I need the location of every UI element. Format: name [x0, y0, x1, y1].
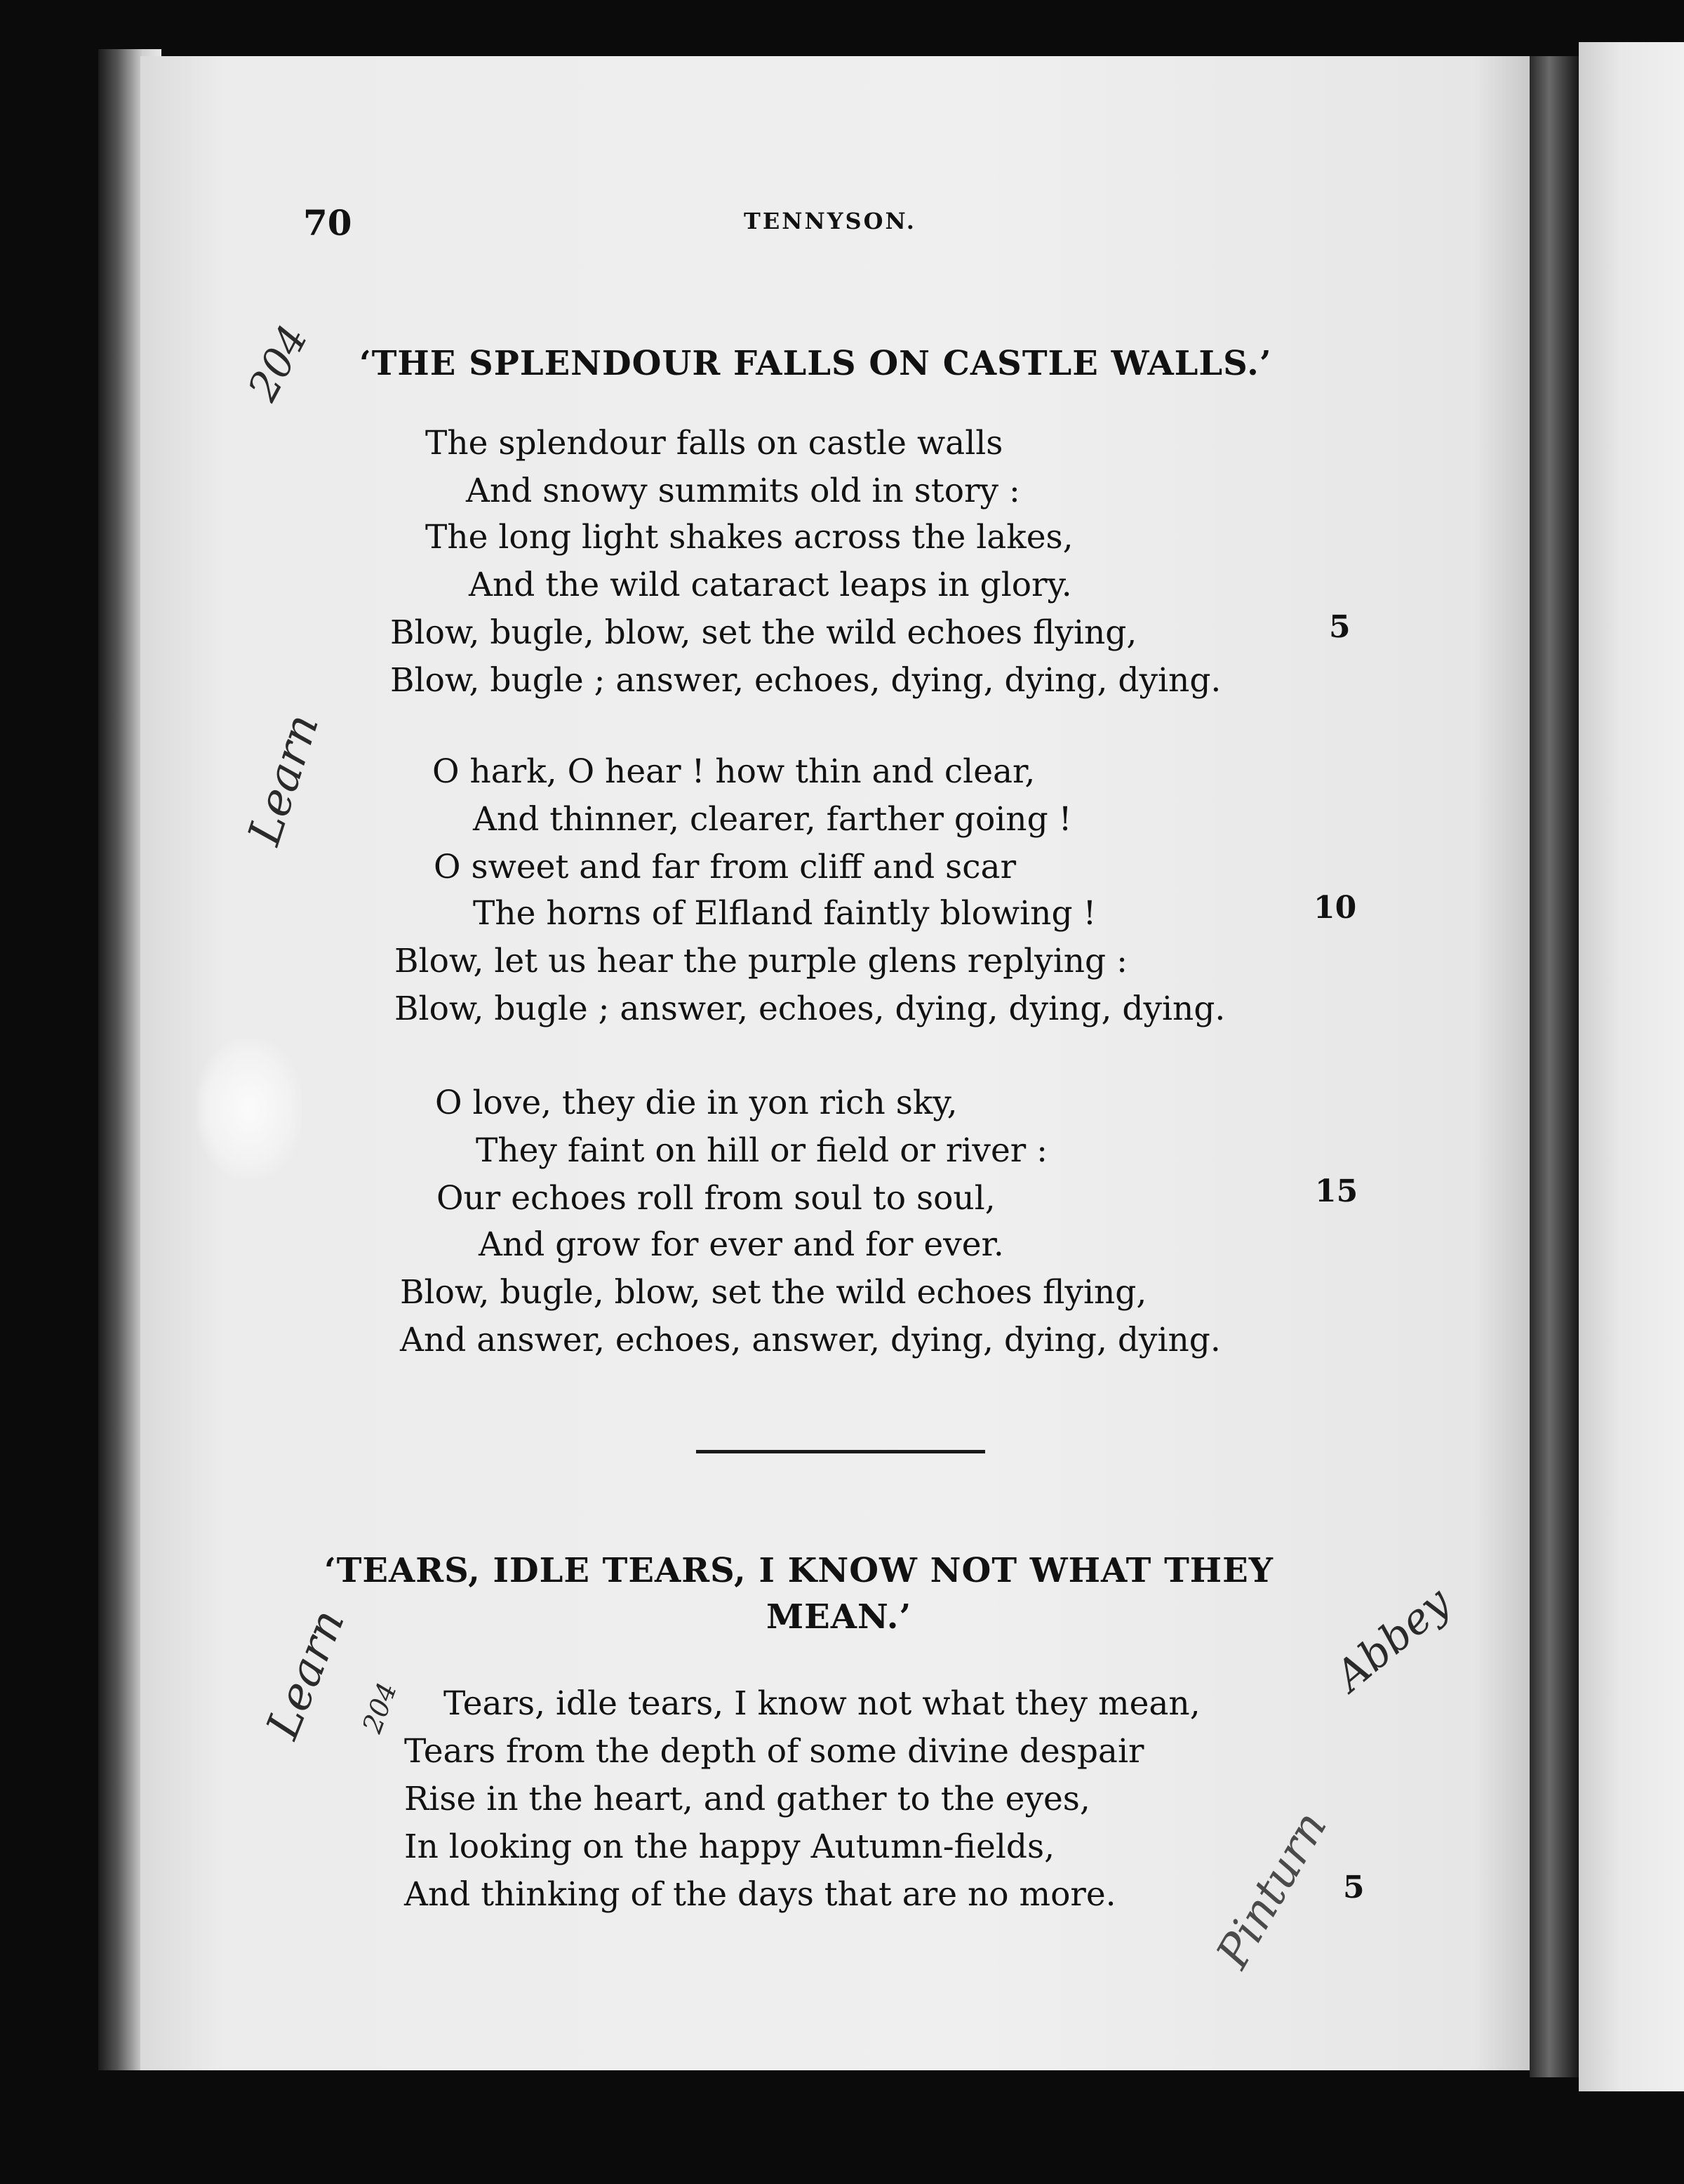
poem-line: Blow, bugle ; answer, echoes, dying, dying, dying.: [394, 990, 1226, 1028]
poem-line: And thinking of the days that are no more.: [404, 1875, 1116, 1914]
poem-line: And snowy summits old in story :: [466, 472, 1020, 510]
poem-line: In looking on the happy Autumn-fields,: [404, 1827, 1055, 1866]
handwritten-note: 204: [356, 1678, 403, 1738]
poem-line: The horns of Elfland faintly blowing !: [473, 894, 1097, 933]
poem-title-tears: ‘TEARS, IDLE TEARS, I KNOW NOT WHAT THEY: [324, 1551, 1274, 1590]
poem-line: Blow, bugle, blow, set the wild echoes flying,: [400, 1273, 1147, 1312]
poem-line: Tears from the depth of some divine despair: [404, 1732, 1144, 1771]
line-number: 5: [1343, 1870, 1365, 1905]
poem-line: And the wild cataract leaps in glory.: [469, 566, 1072, 604]
line-number: 10: [1314, 890, 1357, 926]
poem-line: They faint on hill or field or river :: [476, 1131, 1048, 1170]
poem-title-tears-continued: MEAN.’: [766, 1597, 912, 1637]
handwritten-note: Learn: [257, 1602, 355, 1746]
poem-line: Rise in the heart, and gather to the eyes,: [404, 1780, 1090, 1818]
poem-line: O hark, O hear ! how thin and clear,: [432, 752, 1036, 791]
running-title: TENNYSON.: [744, 208, 916, 234]
handwritten-note: 204: [239, 317, 318, 408]
adjacent-page-edge: [1579, 42, 1684, 2091]
paper-stain: [196, 1039, 302, 1179]
poem-line: Blow, bugle, blow, set the wild echoes flying,: [390, 613, 1137, 652]
book-gutter: [1530, 56, 1579, 2077]
poem-line: And thinner, clearer, farther going !: [473, 800, 1072, 839]
poem-title-splendour: ‘THE SPLENDOUR FALLS ON CASTLE WALLS.’: [359, 344, 1272, 383]
line-number: 15: [1315, 1173, 1358, 1209]
handwritten-note: Learn: [239, 707, 330, 851]
section-divider: [696, 1450, 985, 1453]
poem-line: O love, they die in yon rich sky,: [435, 1084, 958, 1122]
poem-line: Our echoes roll from soul to soul,: [436, 1179, 996, 1218]
poem-line: O sweet and far from cliff and scar: [434, 848, 1017, 886]
poem-line: Blow, let us hear the purple glens replying :: [394, 942, 1128, 980]
poem-line: The splendour falls on castle walls: [425, 424, 1003, 462]
handwritten-note: Abbey: [1326, 1578, 1460, 1701]
poem-line: And answer, echoes, answer, dying, dying, dying.: [400, 1321, 1221, 1359]
poem-line: Tears, idle tears, I know not what they mean,: [443, 1684, 1201, 1723]
line-number: 5: [1329, 609, 1351, 645]
handwritten-note: Pinturn: [1207, 1803, 1337, 1977]
poem-line: The long light shakes across the lakes,: [425, 518, 1074, 557]
page-number: 70: [303, 202, 352, 244]
poem-line: And grow for ever and for ever.: [479, 1225, 1004, 1264]
poem-line: Blow, bugle ; answer, echoes, dying, dying, dying.: [390, 661, 1222, 700]
